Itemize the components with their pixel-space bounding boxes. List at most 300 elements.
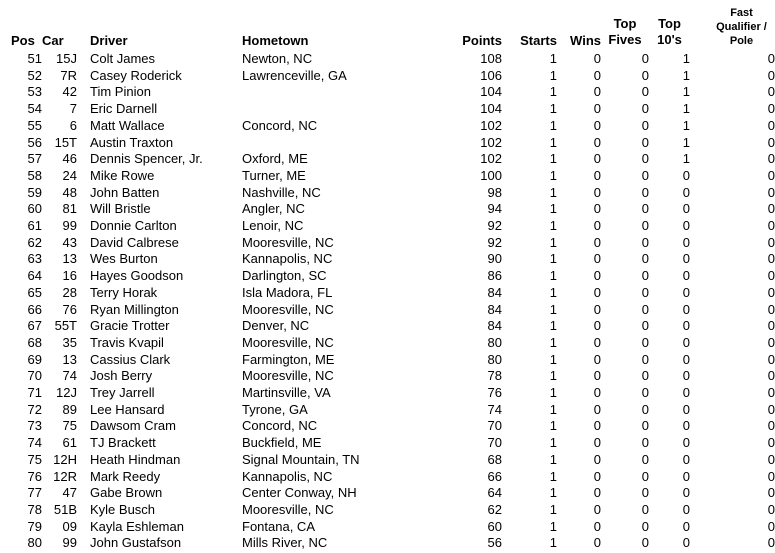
cell-top-tens: 0	[682, 318, 690, 334]
cell-wins: 0	[593, 268, 601, 284]
cell-top-fives: 0	[641, 351, 649, 367]
cell-wins: 0	[593, 101, 601, 117]
cell-car: 13	[62, 251, 77, 267]
cell-points: 108	[480, 51, 502, 66]
cell-car: 7R	[60, 67, 77, 83]
cell-wins: 0	[593, 134, 601, 150]
cell-top-fives: 0	[641, 268, 649, 284]
cell-driver: Will Bristle	[90, 201, 151, 217]
cell-top-tens: 1	[682, 134, 690, 150]
cell-points: 104	[480, 101, 502, 117]
cell-top-fives: 0	[641, 134, 649, 150]
cell-points: 80	[487, 334, 502, 350]
cell-top-tens: 1	[682, 117, 690, 133]
cell-driver: Heath Hindman	[90, 451, 181, 467]
cell-points: 98	[487, 184, 502, 200]
cell-top-fives: 0	[641, 167, 649, 183]
cell-pos: 55	[27, 117, 42, 133]
table-row	[11, 118, 775, 135]
cell-points: 70	[487, 418, 502, 434]
table-row	[11, 318, 775, 335]
cell-spacer	[77, 368, 90, 385]
table-row	[11, 268, 775, 285]
table-row	[11, 535, 775, 552]
cell-pos: 66	[27, 301, 42, 317]
cell-top-fives: 0	[641, 218, 649, 234]
header-fq-line1: Fast	[730, 7, 753, 19]
cell-car: 47	[62, 485, 77, 501]
cell-hometown: Mills River, NC	[242, 535, 328, 551]
cell-driver: TJ Brackett	[90, 435, 156, 451]
cell-points: 60	[487, 518, 502, 534]
cell-driver: Eric Darnell	[90, 101, 158, 117]
cell-points: 90	[487, 251, 502, 267]
cell-wins: 0	[593, 518, 601, 534]
cell-car: 12J	[56, 385, 77, 401]
table-row	[11, 101, 775, 118]
table-row	[11, 385, 775, 402]
cell-hometown: Signal Mountain, TN	[242, 451, 360, 467]
cell-fast-qualifier: 0	[767, 535, 775, 551]
cell-wins: 0	[593, 401, 601, 417]
cell-car: 16	[62, 268, 77, 284]
cell-pos: 64	[27, 268, 42, 284]
cell-fast-qualifier: 0	[767, 385, 775, 401]
cell-starts: 1	[549, 101, 557, 117]
header-wins: Wins	[570, 33, 601, 48]
header-fq-line2: Qualifier /	[716, 21, 767, 33]
cell-starts: 1	[549, 284, 557, 300]
cell-wins: 0	[593, 201, 601, 217]
cell-spacer	[77, 168, 90, 185]
table-row	[11, 335, 775, 352]
table-row	[11, 51, 775, 68]
cell-hometown: Turner, ME	[242, 167, 306, 183]
cell-points: 70	[487, 435, 502, 451]
cell-spacer	[77, 51, 90, 68]
cell-starts: 1	[549, 67, 557, 83]
cell-hometown: Mooresville, NC	[242, 301, 334, 317]
table-row	[11, 435, 775, 452]
cell-driver: Josh Berry	[90, 368, 153, 384]
cell-pos: 75	[27, 451, 42, 467]
cell-fast-qualifier: 0	[767, 234, 775, 250]
cell-wins: 0	[593, 318, 601, 334]
cell-car: 99	[62, 218, 77, 234]
cell-starts: 1	[549, 518, 557, 534]
cell-points: 80	[487, 351, 502, 367]
cell-wins: 0	[593, 51, 601, 66]
cell-wins: 0	[593, 468, 601, 484]
cell-top-fives: 0	[641, 184, 649, 200]
cell-hometown: Mooresville, NC	[242, 334, 334, 350]
cell-pos: 68	[27, 334, 42, 350]
cell-fast-qualifier: 0	[767, 501, 775, 517]
table-row	[11, 519, 775, 536]
cell-car: 24	[62, 167, 77, 183]
cell-fast-qualifier: 0	[767, 518, 775, 534]
standings-table	[11, 2, 775, 552]
cell-hometown: Mooresville, NC	[242, 368, 334, 384]
cell-top-tens: 1	[682, 51, 690, 66]
cell-fast-qualifier: 0	[767, 218, 775, 234]
cell-driver: Dennis Spencer, Jr.	[90, 151, 203, 167]
cell-pos: 73	[27, 418, 42, 434]
cell-hometown: Tyrone, GA	[242, 401, 308, 417]
cell-points: 78	[487, 368, 502, 384]
cell-starts: 1	[549, 385, 557, 401]
cell-spacer	[77, 68, 90, 85]
cell-points: 64	[487, 485, 502, 501]
cell-driver: Matt Wallace	[90, 117, 165, 133]
cell-pos: 61	[27, 218, 42, 234]
header-top-tens	[649, 2, 690, 51]
cell-points: 86	[487, 268, 502, 284]
cell-points: 104	[480, 84, 502, 100]
cell-hometown: Center Conway, NH	[242, 485, 357, 501]
cell-wins: 0	[593, 234, 601, 250]
cell-pos: 78	[27, 501, 42, 517]
cell-driver: Gabe Brown	[90, 485, 163, 501]
cell-driver: John Gustafson	[90, 535, 182, 551]
cell-car: 15T	[54, 134, 77, 150]
cell-starts: 1	[549, 301, 557, 317]
cell-wins: 0	[593, 535, 601, 551]
cell-starts: 1	[549, 218, 557, 234]
cell-pos: 72	[27, 401, 42, 417]
cell-spacer	[77, 535, 90, 552]
cell-top-fives: 0	[641, 234, 649, 250]
cell-top-fives: 0	[641, 101, 649, 117]
cell-top-fives: 0	[641, 117, 649, 133]
cell-wins: 0	[593, 485, 601, 501]
cell-hometown: Oxford, ME	[242, 151, 308, 167]
cell-wins: 0	[593, 385, 601, 401]
cell-pos: 57	[27, 151, 42, 167]
cell-car: 13	[62, 351, 77, 367]
cell-driver: Dawsom Cram	[90, 418, 176, 434]
cell-starts: 1	[549, 167, 557, 183]
cell-driver: Hayes Goodson	[90, 268, 184, 284]
cell-hometown	[242, 84, 418, 101]
cell-top-fives: 0	[641, 451, 649, 467]
cell-car: 99	[62, 535, 77, 551]
cell-top-tens: 0	[682, 201, 690, 217]
cell-starts: 1	[549, 418, 557, 434]
cell-points: 76	[487, 385, 502, 401]
cell-top-fives: 0	[641, 485, 649, 501]
cell-fast-qualifier: 0	[767, 318, 775, 334]
cell-driver: Casey Roderick	[90, 67, 182, 83]
cell-spacer	[77, 118, 90, 135]
cell-fast-qualifier: 0	[767, 468, 775, 484]
cell-starts: 1	[549, 334, 557, 350]
cell-car: 89	[62, 401, 77, 417]
cell-car: 12R	[53, 468, 77, 484]
cell-top-fives: 0	[641, 435, 649, 451]
cell-fast-qualifier: 0	[767, 284, 775, 300]
cell-top-fives: 0	[641, 368, 649, 384]
cell-car: 43	[62, 234, 77, 250]
cell-top-fives: 0	[641, 201, 649, 217]
cell-top-tens: 1	[682, 151, 690, 167]
cell-spacer	[77, 485, 90, 502]
cell-starts: 1	[549, 401, 557, 417]
cell-wins: 0	[593, 218, 601, 234]
cell-top-fives: 0	[641, 301, 649, 317]
cell-car: 7	[69, 101, 77, 117]
cell-top-tens: 0	[682, 418, 690, 434]
cell-spacer	[77, 502, 90, 519]
cell-points: 94	[487, 201, 502, 217]
cell-fast-qualifier: 0	[767, 117, 775, 133]
cell-driver: Wes Burton	[90, 251, 158, 267]
header-top-fives	[601, 2, 649, 51]
table-row	[11, 485, 775, 502]
cell-car: 46	[62, 151, 77, 167]
cell-hometown: Lawrenceville, GA	[242, 67, 347, 83]
cell-pos: 56	[27, 134, 42, 150]
cell-car: 81	[62, 201, 77, 217]
cell-hometown: Mooresville, NC	[242, 234, 334, 250]
cell-top-tens: 1	[682, 84, 690, 100]
cell-spacer	[77, 285, 90, 302]
cell-car: 28	[62, 284, 77, 300]
cell-hometown: Concord, NC	[242, 117, 318, 133]
cell-top-tens: 0	[682, 468, 690, 484]
cell-pos: 59	[27, 184, 42, 200]
header-hometown: Hometown	[242, 33, 309, 48]
header-pos: Pos	[11, 33, 35, 48]
cell-hometown	[242, 135, 418, 152]
cell-wins: 0	[593, 184, 601, 200]
cell-points: 106	[480, 67, 502, 83]
cell-wins: 0	[593, 435, 601, 451]
table-row	[11, 502, 775, 519]
cell-points: 102	[480, 134, 502, 150]
cell-pos: 51	[27, 51, 42, 66]
cell-wins: 0	[593, 67, 601, 83]
cell-points: 84	[487, 284, 502, 300]
cell-points: 102	[480, 151, 502, 167]
table-row	[11, 402, 775, 419]
cell-pos: 80	[27, 535, 42, 551]
cell-fast-qualifier: 0	[767, 301, 775, 317]
cell-car: 75	[62, 418, 77, 434]
cell-points: 92	[487, 234, 502, 250]
table-row	[11, 469, 775, 486]
cell-hometown: Buckfield, ME	[242, 435, 322, 451]
cell-spacer	[77, 251, 90, 268]
cell-spacer	[77, 151, 90, 168]
cell-spacer	[77, 268, 90, 285]
cell-spacer	[77, 352, 90, 369]
cell-pos: 62	[27, 234, 42, 250]
cell-driver: Kayla Eshleman	[90, 518, 184, 534]
cell-hometown: Concord, NC	[242, 418, 318, 434]
cell-wins: 0	[593, 418, 601, 434]
cell-top-fives: 0	[641, 501, 649, 517]
cell-top-fives: 0	[641, 84, 649, 100]
cell-pos: 69	[27, 351, 42, 367]
cell-wins: 0	[593, 84, 601, 100]
cell-top-tens: 0	[682, 351, 690, 367]
header-points: Points	[462, 33, 502, 48]
cell-points: 56	[487, 535, 502, 551]
table-row	[11, 135, 775, 152]
cell-spacer	[77, 218, 90, 235]
cell-top-tens: 1	[682, 67, 690, 83]
cell-points: 66	[487, 468, 502, 484]
table-row	[11, 368, 775, 385]
cell-top-tens: 0	[682, 535, 690, 551]
cell-fast-qualifier: 0	[767, 368, 775, 384]
header-fast-qualifier	[690, 2, 775, 51]
cell-hometown: Denver, NC	[242, 318, 310, 334]
cell-points: 92	[487, 218, 502, 234]
cell-car: 76	[62, 301, 77, 317]
table-row	[11, 168, 775, 185]
cell-spacer	[77, 185, 90, 202]
cell-hometown: Newton, NC	[242, 51, 313, 66]
cell-spacer	[77, 469, 90, 486]
cell-car: 55T	[54, 318, 77, 334]
cell-top-tens: 0	[682, 368, 690, 384]
cell-pos: 52	[27, 67, 42, 83]
header-fq-line3: Pole	[729, 35, 754, 47]
cell-hometown: Kannapolis, NC	[242, 468, 333, 484]
cell-top-tens: 0	[682, 485, 690, 501]
cell-spacer	[77, 201, 90, 218]
cell-car: 6	[69, 117, 77, 133]
standings-body	[11, 51, 775, 552]
cell-spacer	[77, 235, 90, 252]
cell-spacer	[77, 84, 90, 101]
cell-hometown: Martinsville, VA	[242, 385, 331, 401]
cell-fast-qualifier: 0	[767, 201, 775, 217]
cell-car: 48	[62, 184, 77, 200]
table-row	[11, 452, 775, 469]
cell-top-fives: 0	[641, 67, 649, 83]
table-row	[11, 68, 775, 85]
cell-fast-qualifier: 0	[767, 334, 775, 350]
cell-top-tens: 0	[682, 385, 690, 401]
cell-fast-qualifier: 0	[767, 51, 775, 66]
cell-spacer	[77, 452, 90, 469]
cell-top-fives: 0	[641, 518, 649, 534]
cell-points: 62	[487, 501, 502, 517]
cell-car: 51B	[53, 501, 77, 517]
cell-hometown	[242, 101, 418, 118]
cell-hometown: Angler, NC	[242, 201, 305, 217]
cell-points: 84	[487, 318, 502, 334]
cell-starts: 1	[549, 117, 557, 133]
cell-fast-qualifier: 0	[767, 101, 775, 117]
cell-wins: 0	[593, 501, 601, 517]
cell-starts: 1	[549, 201, 557, 217]
header-top-fives-line2: Fives	[608, 32, 642, 47]
cell-top-tens: 0	[682, 251, 690, 267]
cell-hometown: Farmington, ME	[242, 351, 335, 367]
cell-car: 61	[62, 435, 77, 451]
table-row	[11, 218, 775, 235]
cell-car: 09	[62, 518, 77, 534]
cell-starts: 1	[549, 535, 557, 551]
cell-wins: 0	[593, 117, 601, 133]
table-row	[11, 151, 775, 168]
table-row	[11, 185, 775, 202]
table-row	[11, 418, 775, 435]
header-top-fives-line1: Top	[613, 16, 637, 31]
cell-fast-qualifier: 0	[767, 167, 775, 183]
table-row	[11, 235, 775, 252]
header-driver: Driver	[90, 33, 128, 48]
cell-top-tens: 1	[682, 101, 690, 117]
cell-fast-qualifier: 0	[767, 251, 775, 267]
cell-wins: 0	[593, 167, 601, 183]
cell-points: 74	[487, 401, 502, 417]
cell-pos: 70	[27, 368, 42, 384]
header-starts: Starts	[520, 33, 557, 48]
cell-hometown: Nashville, NC	[242, 184, 321, 200]
cell-hometown: Isla Madora, FL	[242, 284, 333, 300]
cell-top-tens: 0	[682, 334, 690, 350]
cell-spacer	[77, 402, 90, 419]
cell-pos: 54	[27, 101, 42, 117]
cell-hometown: Mooresville, NC	[242, 501, 334, 517]
cell-driver: Kyle Busch	[90, 501, 156, 517]
cell-wins: 0	[593, 301, 601, 317]
cell-driver: Travis Kvapil	[90, 334, 164, 350]
cell-fast-qualifier: 0	[767, 435, 775, 451]
cell-starts: 1	[549, 268, 557, 284]
cell-spacer	[77, 302, 90, 319]
cell-car: 42	[62, 84, 77, 100]
cell-starts: 1	[549, 51, 557, 66]
table-row	[11, 201, 775, 218]
cell-top-fives: 0	[641, 418, 649, 434]
header-top-tens-line1: Top	[658, 16, 681, 31]
cell-driver: Mark Reedy	[90, 468, 161, 484]
cell-starts: 1	[549, 351, 557, 367]
cell-driver: Tim Pinion	[90, 84, 151, 100]
cell-driver: John Batten	[90, 184, 160, 200]
cell-fast-qualifier: 0	[767, 151, 775, 167]
cell-top-fives: 0	[641, 385, 649, 401]
cell-spacer	[77, 435, 90, 452]
cell-hometown: Kannapolis, NC	[242, 251, 333, 267]
table-row	[11, 84, 775, 101]
cell-spacer	[77, 101, 90, 118]
header-top-tens-line2: 10's	[657, 32, 682, 47]
cell-wins: 0	[593, 151, 601, 167]
cell-top-tens: 0	[682, 234, 690, 250]
cell-fast-qualifier: 0	[767, 84, 775, 100]
cell-spacer	[77, 135, 90, 152]
header-row	[11, 2, 775, 51]
cell-driver: Ryan Millington	[90, 301, 179, 317]
cell-car: 74	[62, 368, 77, 384]
cell-top-tens: 0	[682, 401, 690, 417]
cell-driver: Terry Horak	[90, 284, 158, 300]
cell-starts: 1	[549, 84, 557, 100]
cell-fast-qualifier: 0	[767, 184, 775, 200]
cell-points: 68	[487, 451, 502, 467]
cell-top-fives: 0	[641, 334, 649, 350]
cell-pos: 65	[27, 284, 42, 300]
table-row	[11, 285, 775, 302]
cell-wins: 0	[593, 284, 601, 300]
